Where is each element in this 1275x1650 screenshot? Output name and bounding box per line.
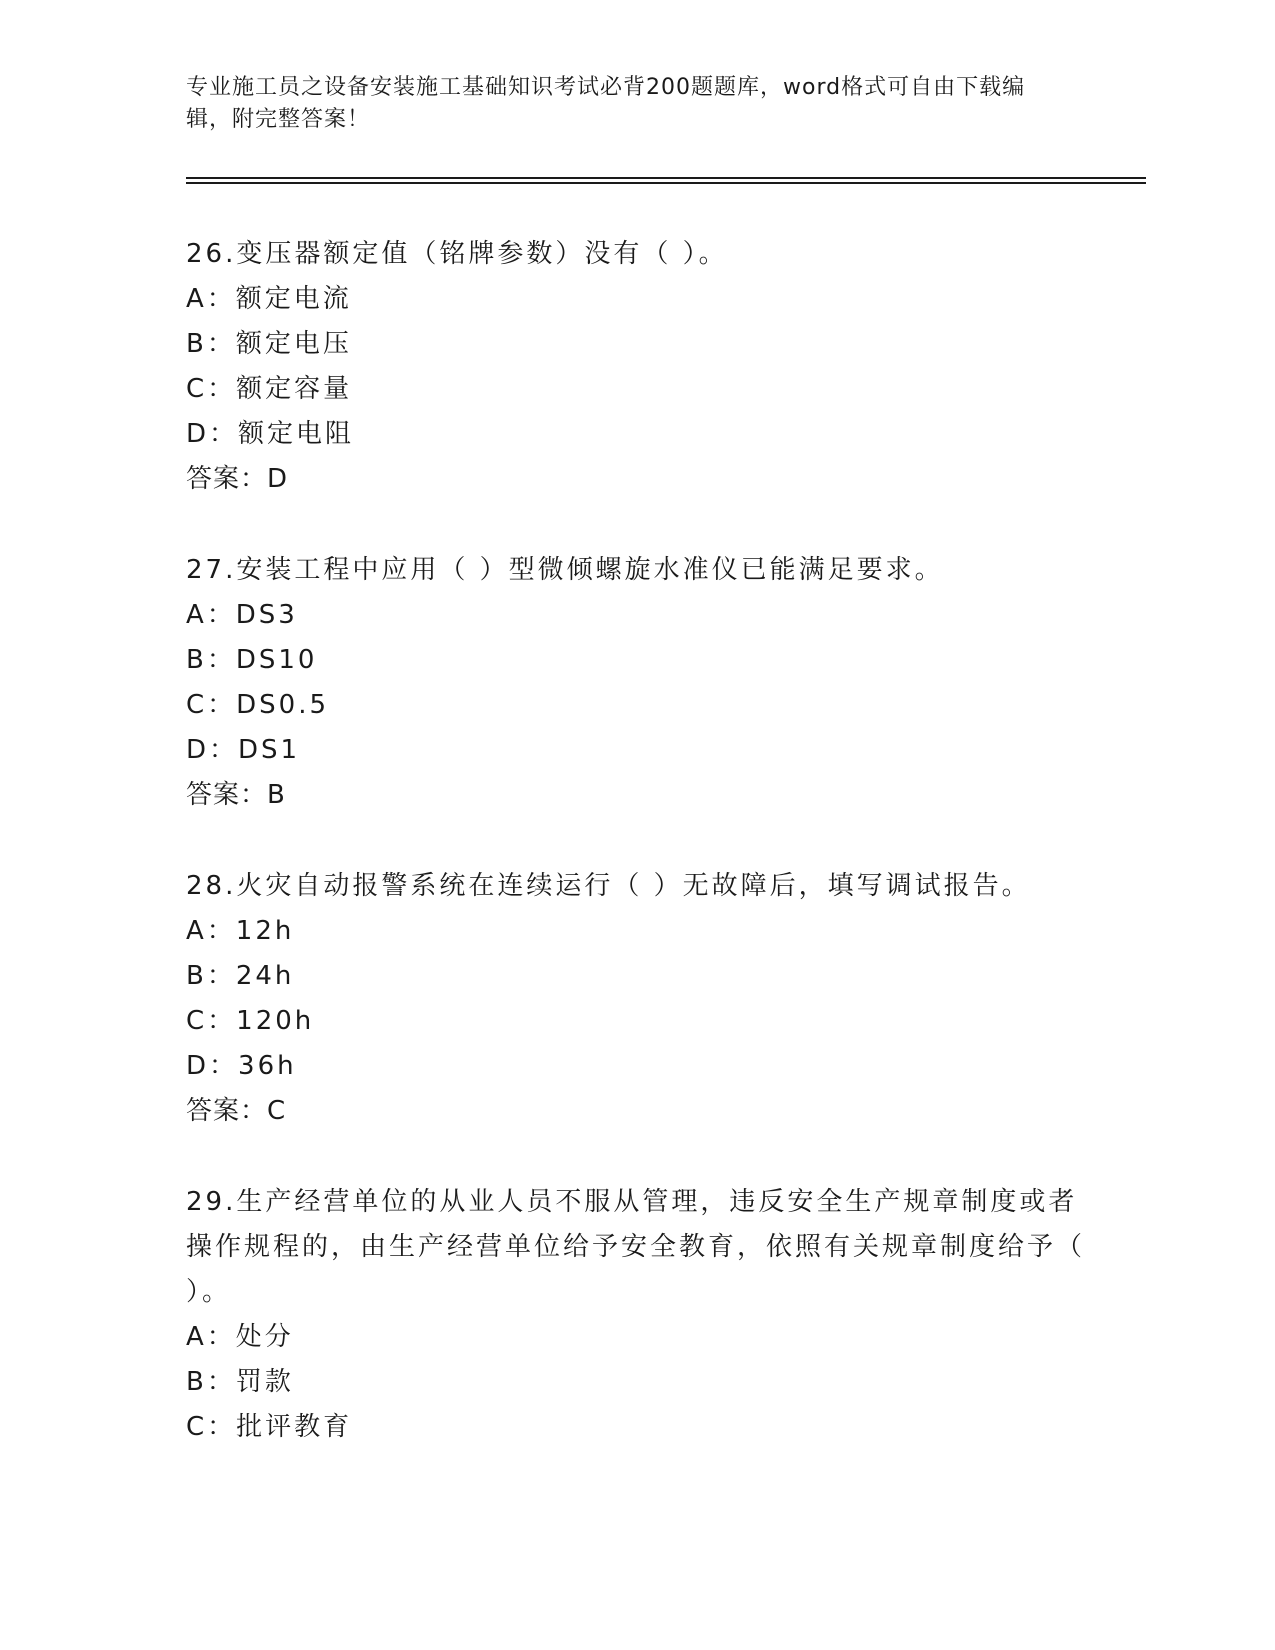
option-c: C：DS0.5 [186,690,330,720]
question-list [186,232,1086,1496]
option-b: B：额定电压 [186,329,352,359]
answer: 答案：D [186,464,289,494]
document-header: 专业施工员之设备安装施工基础知识考试必背200题题库，word格式可自由下载编辑，附完整答案！ [186,75,1026,132]
option-a: A：12h [186,916,295,946]
option-d: D：36h [186,1051,297,1081]
question-27 [186,548,1086,818]
question-26 [186,232,1086,502]
question-stem: 29.生产经营单位的从业人员不服从管理，违反安全生产规章制度或者操作规程的，由生产经营单位给予安全教育，依照有关规章制度给予（ ）。 [186,1187,1086,1307]
question-stem: 26.变压器额定值（铭牌参数）没有（ ）。 [186,239,728,269]
question-stem: 27.安装工程中应用（ ）型微倾螺旋水准仪已能满足要求。 [186,555,944,585]
option-a: A：DS3 [186,600,298,630]
option-d: D：DS1 [186,735,301,765]
header-divider-bottom [186,182,1146,184]
option-b: B：24h [186,961,295,991]
header-divider-top [186,177,1146,179]
option-c: C：120h [186,1006,315,1036]
question-29 [186,1180,1086,1450]
option-c: C：额定容量 [186,374,353,404]
answer: 答案：B [186,780,286,810]
option-d: D：额定电阻 [186,419,355,449]
option-c: C：批评教育 [186,1412,353,1442]
option-b: B：DS10 [186,645,318,675]
option-a: A：处分 [186,1322,294,1352]
option-b: B：罚款 [186,1367,294,1397]
question-stem: 28.火灾自动报警系统在连续运行（ ）无故障后，填写调试报告。 [186,871,1031,901]
option-a: A：额定电流 [186,284,352,314]
question-28 [186,864,1086,1134]
answer: 答案：C [186,1096,287,1126]
